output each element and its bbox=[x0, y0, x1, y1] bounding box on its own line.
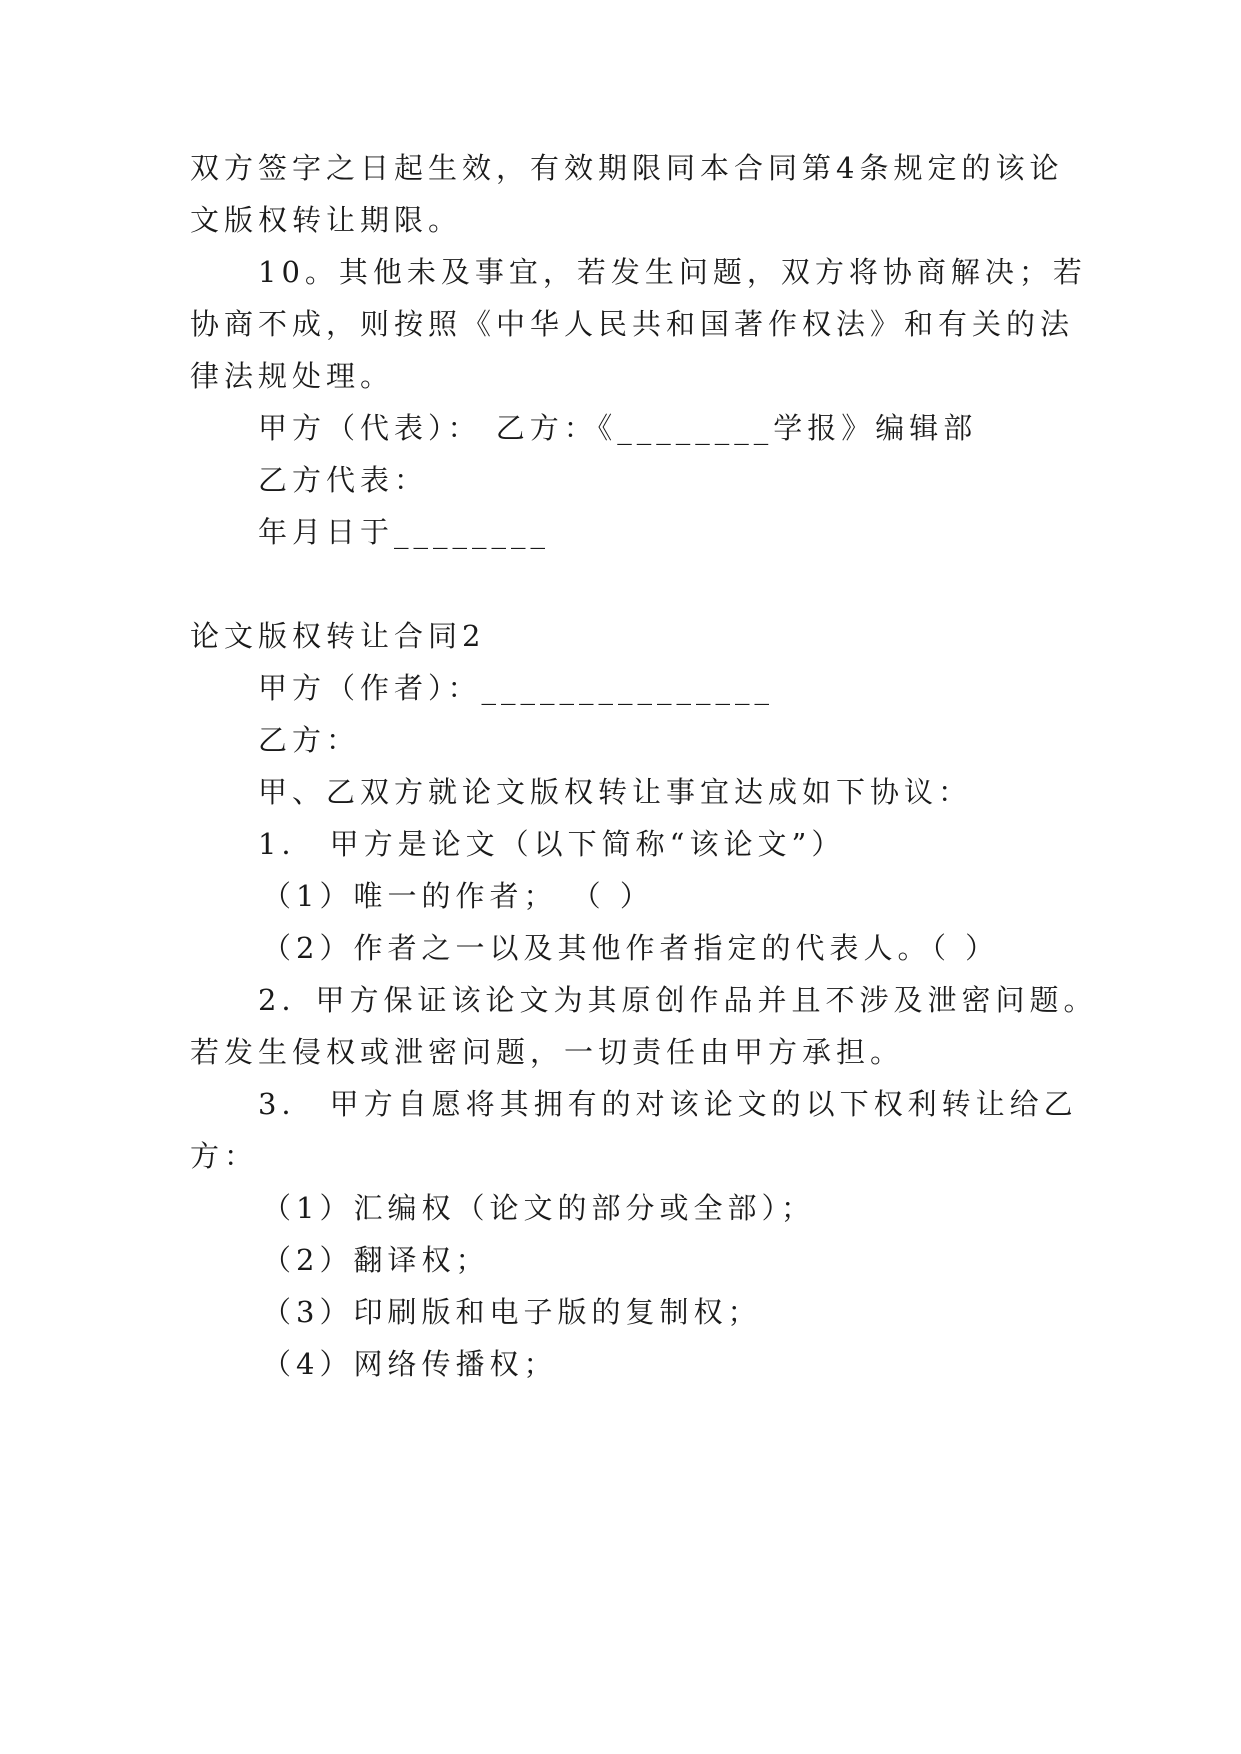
paragraph-line: 律法规处理。 bbox=[190, 359, 395, 393]
signature-party-line: 甲方（代表）： 乙方：《________学报》编辑部 bbox=[258, 411, 978, 445]
agreement-intro-line: 甲、乙双方就论文版权转让事宜达成如下协议： bbox=[258, 775, 973, 809]
paragraph-line: 方： bbox=[190, 1139, 259, 1173]
right-item-3: （3）印刷版和电子版的复制权； bbox=[262, 1295, 762, 1329]
clause-1-line: 1． 甲方是论文（以下简称“该论文”） bbox=[258, 827, 846, 861]
party-b-representative-line: 乙方代表： bbox=[258, 463, 429, 497]
clause-3-line: 3． 甲方自愿将其拥有的对该论文的以下权利转让给乙 bbox=[258, 1087, 1078, 1121]
right-item-2: （2）翻译权； bbox=[262, 1243, 490, 1277]
clause-2-line: 2．甲方保证该论文为其原创作品并且不涉及泄密问题。 bbox=[258, 983, 1098, 1017]
section-title: 论文版权转让合同2 bbox=[190, 619, 486, 653]
paragraph-line: 若发生侵权或泄密问题，一切责任由甲方承担。 bbox=[190, 1035, 905, 1069]
option-1-line: （1）唯一的作者； （ ） bbox=[262, 879, 654, 913]
date-line: 年月日于________ bbox=[258, 515, 551, 549]
clause-10-line: 10。其他未及事宜，若发生问题，双方将协商解决；若 bbox=[258, 255, 1087, 289]
right-item-4: （4）网络传播权； bbox=[262, 1347, 558, 1381]
paragraph-line: 双方签字之日起生效，有效期限同本合同第4条规定的该论 bbox=[190, 151, 1064, 185]
party-b-line: 乙方： bbox=[258, 723, 361, 757]
paragraph-line: 文版权转让期限。 bbox=[190, 203, 463, 237]
party-a-author-line: 甲方（作者）：_______________ bbox=[258, 671, 775, 705]
paragraph-line: 协商不成，则按照《中华人民共和国著作权法》和有关的法 bbox=[190, 307, 1075, 341]
right-item-1: （1）汇编权（论文的部分或全部）； bbox=[262, 1191, 815, 1225]
option-2-line: （2）作者之一以及其他作者指定的代表人。（ ） bbox=[262, 931, 1000, 965]
